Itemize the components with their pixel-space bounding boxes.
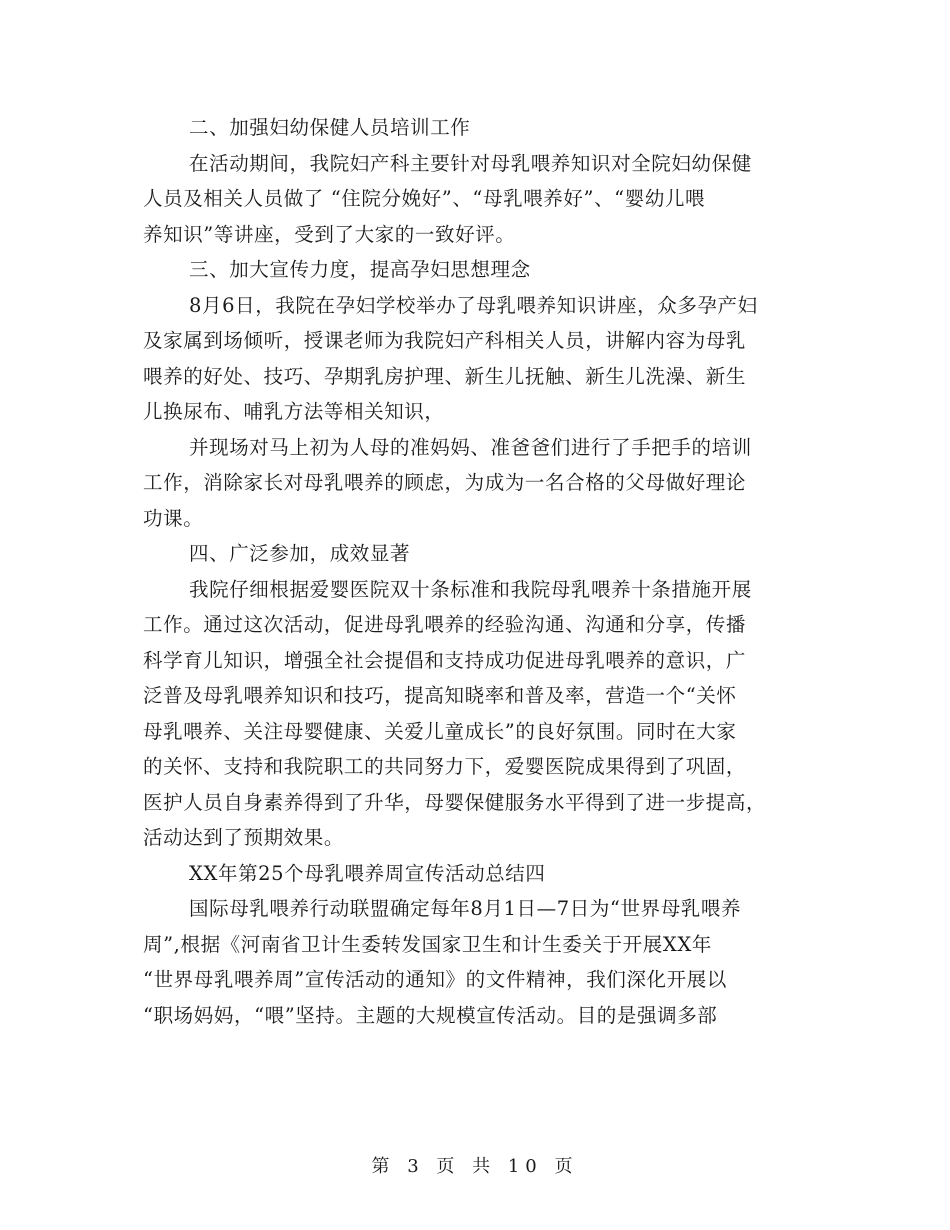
text-line: XX年第25个母乳喂养周宣传活动总结四	[189, 861, 546, 885]
text-line: 泛普及母乳喂养知识和技巧，提高知晓率和普及率，营造一个“关怀	[143, 684, 737, 707]
text-line: 三、加大宣传力度，提高孕妇思想理念	[189, 258, 531, 281]
page-footer: 第 3 页 共 10 页	[371, 1156, 579, 1177]
text-line: 及家属到场倾听，授课老师为我院妇产科相关人员，讲解内容为母乳	[143, 329, 747, 352]
text-line: “世界母乳喂养周”宣传活动的通知》的文件精神，我们深化开展以	[143, 968, 727, 991]
text-line: 功课。	[143, 506, 204, 530]
text-line: 工作。通过这次活动，促进母乳喂养的经验沟通、沟通和分享，传播	[143, 613, 747, 636]
text-line: 的关怀、支持和我院职工的共同努力下，爱婴医院成果得到了巩固，	[143, 755, 747, 778]
text-line: 并现场对马上初为人母的准妈妈、准爸爸们进行了手把手的培训	[189, 435, 752, 459]
text-line: 8月6日，我院在孕妇学校举办了母乳喂养知识讲座，众多孕产妇	[189, 293, 758, 317]
text-line: 医护人员自身素养得到了升华，母婴保健服务水平得到了进一步提高，	[143, 790, 767, 814]
text-line: 四、广泛参加，成效显著	[189, 542, 411, 565]
text-line: 母乳喂养、关注母婴健康、关爱儿童成长”的良好氛围。同时在大家	[143, 719, 737, 743]
text-line: 工作，消除家长对母乳喂养的顾虑，为成为一名合格的父母做好理论	[143, 471, 747, 494]
text-line: 儿换尿布、哺乳方法等相关知识，	[143, 400, 445, 423]
text-line: 活动达到了预期效果。	[143, 826, 345, 849]
text-line: 喂养的好处、技巧、孕期乳房护理、新生儿抚触、新生儿洗澡、新生	[143, 364, 747, 388]
text-line: 国际母乳喂养行动联盟确定每年8月1日—7日为“世界母乳喂养	[189, 897, 742, 920]
text-line: 在活动期间，我院妇产科主要针对母乳喂养知识对全院妇幼保健	[189, 151, 752, 175]
text-line: “职场妈妈，“喂”坚持。主题的大规模宣传活动。目的是强调多部	[143, 1003, 718, 1027]
document-body	[143, 110, 813, 1033]
text-line: 周”,根据《河南省卫计生委转发国家卫生和计生委关于开展XX年	[143, 932, 712, 956]
text-line: 科学育儿知识，增强全社会提倡和支持成功促进母乳喂养的意识，广	[143, 648, 747, 672]
text-line: 二、加强妇幼保健人员培训工作	[189, 116, 471, 139]
text-line: 养知识”等讲座，受到了大家的一致好评。	[143, 222, 516, 246]
text-line: 人员及相关人员做了 “住院分娩好”、“母乳喂养好”、“婴幼儿喂	[143, 187, 706, 210]
text-line: 我院仔细根据爱婴医院双十条标准和我院母乳喂养十条措施开展	[189, 577, 752, 601]
